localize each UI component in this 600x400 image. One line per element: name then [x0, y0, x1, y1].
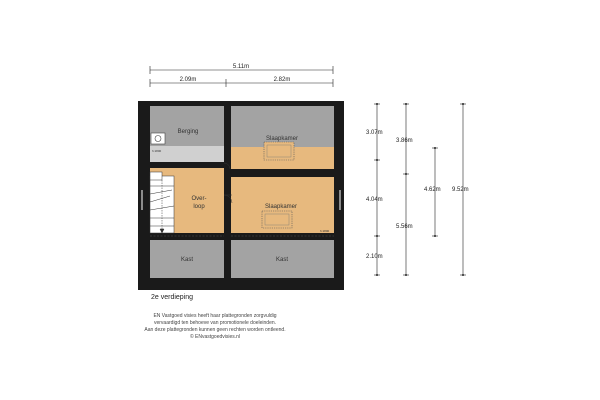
dim-v5: 9.52m: [452, 187, 469, 193]
disclaimer-line: EN Vastgoed visies heeft haar plattegronden zorgvuldig: [153, 313, 277, 319]
disclaimer-line: vervaardigd ten behoeve van promotionele doeleinden.: [153, 320, 277, 326]
dim-v4: 4.62m: [424, 187, 441, 193]
label-slaapkamer-top: Slaapkamer: [265, 136, 299, 142]
dim-v2: 3.86m: [396, 138, 413, 144]
label-slaapkamer-mid: Slaapkamer: [264, 204, 298, 210]
skylight-mid: [262, 211, 292, 228]
label-overloop-2: loop: [193, 204, 205, 210]
disclaimer-line: Aan deze plattegronden kunnen geen rechten worden ontleend.: [144, 327, 286, 333]
skylight-top: [264, 142, 294, 160]
dim-v3: 4.04m: [366, 197, 383, 203]
dim-right-width: 2.82m: [273, 77, 291, 83]
note-berging: h:1800: [152, 149, 162, 153]
label-kast-right: Kast: [275, 257, 289, 263]
note-height: h:1800: [320, 229, 330, 233]
disclaimer: [120, 313, 310, 341]
staircase: [150, 176, 174, 233]
dim-v7: 2.10m: [366, 254, 383, 260]
hatch-box: [150, 172, 162, 180]
label-overloop-1: Over-: [191, 196, 207, 202]
dim-v1: 3.07m: [366, 130, 383, 136]
label-kast-left: Kast: [180, 257, 194, 263]
label-berging: Berging: [177, 129, 199, 135]
dim-v6: 5.56m: [396, 224, 413, 230]
dim-left-width: 2.09m: [179, 77, 197, 83]
floor-label: 2e verdieping: [151, 294, 194, 301]
boiler-box: [151, 133, 165, 144]
dimension-ticks: [376, 103, 464, 276]
disclaimer-line: © ENvastgoedvisies.nl: [189, 334, 241, 340]
dim-total-width: 5.11m: [232, 64, 250, 70]
